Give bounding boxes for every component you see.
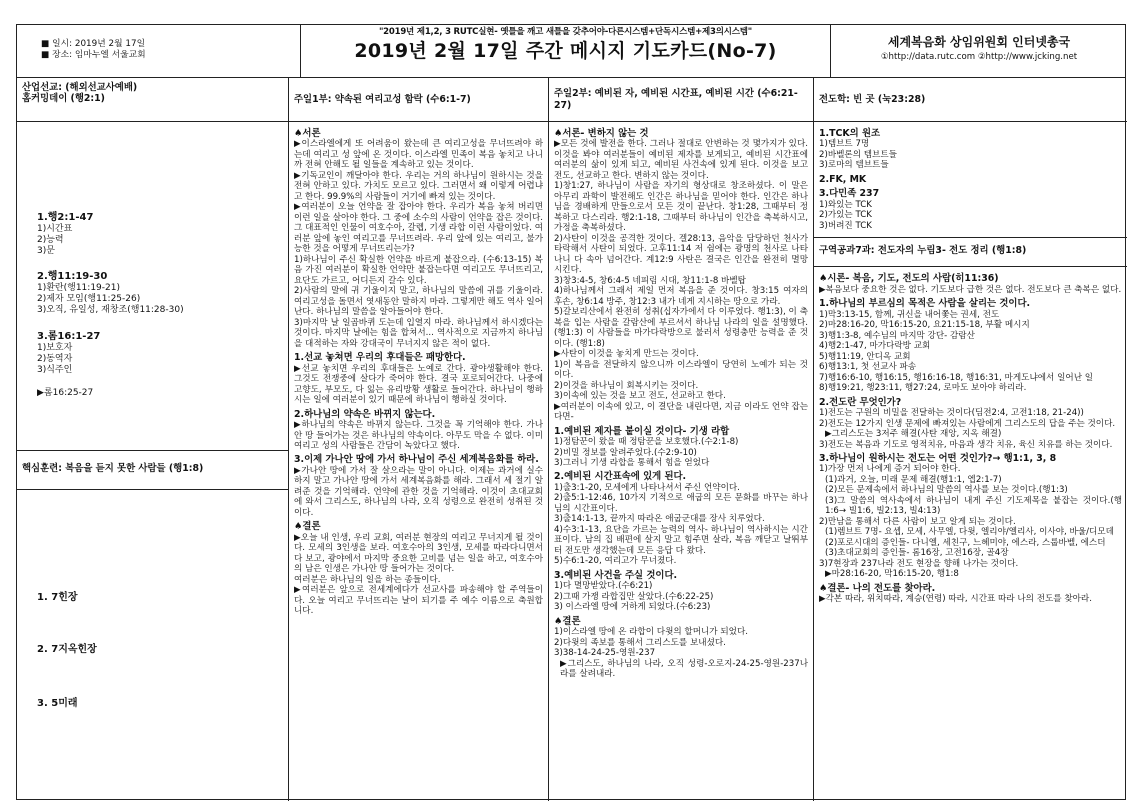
cell-lesson-title: 구역공과7과: 전도자의 누림3- 전도 정리 (행1:8) — [814, 237, 1127, 267]
paragraph: 2)마28:16-20, 막16:15-20, 요21:15-18, 부활 메시지 — [819, 320, 1030, 331]
paragraph: (3)그 말씀의 역사속에서 하나님이 내게 주신 기도제목을 붙잡는 것이다.(행1:6→ 빌1:6, 빌2:13, 빌4:13) — [825, 495, 1122, 517]
paragraph: (1)렘브트 7명- 요셉, 모세, 사무엘, 다윗, 엘리야/엘리사, 이사야, 바울/디모데 — [825, 527, 1114, 538]
intro-heading: ♠서론- 변하지 않는 것 — [554, 128, 649, 139]
prayer-card-page — [16, 24, 1126, 800]
paragraph: ▶선교 놓치면 우리의 후대들은 노예로 간다. 광야생활해야 한다. 그것도 전쟁중에 살다가 죽어야 한다. 결국 포로되어간다. 나중에 고향도, 부모도, 다 잃는 유리방황 생활로 들어간다. 하나님이 행하시는 일에 여러분이 있기 때문에 하나님이 행하실 것이다. — [294, 363, 543, 406]
paragraph: 7)행16:6-10, 행16:15, 행16:16-18, 행16:31, 마게도냐에서 일어난 일 — [819, 372, 1094, 383]
paragraph: 여러분은 하나님의 일을 하는 종들이다. — [294, 574, 441, 585]
outline-item: 2)제자 모임(행11:25-26) — [37, 294, 141, 305]
paragraph: 4)하나님께서 그래서 제일 먼저 복음을 준 것이다. 창3:15 여자의 후손, 창6:14 방주, 창12:3 내가 네게 지시하는 땅으로 가라. — [554, 286, 808, 307]
paragraph: 3)전도는 복음과 기도로 영적치유, 마음과 생각 치유, 육신 치유를 하는 것이다. — [819, 439, 1113, 450]
paragraph: 2)사람의 말에 귀 기울이지 말고, 하나님의 말씀에 귀를 기울이라. 여리고성을 돌면서 엿새동안 말하지 마라. 그렇게만 해도 역사 일어난다. 하나님의 말씀을 알아들어야 한다. — [294, 286, 543, 318]
point-1-heading: 1.예비된 제자를 붙이실 것이다- 기생 라합 — [554, 425, 730, 437]
cell-lesson-body — [814, 267, 1127, 604]
paragraph: 2)비밀 정보를 알려주었다.(수2:9-10) — [554, 447, 697, 458]
point-3-heading: 3.이제 가나안 땅에 가서 하나님이 주신 세계복음화를 하라. — [294, 454, 539, 466]
paragraph: 1)막3:13-15, 함께, 귀신을 내어쫓는 권세, 전도 — [819, 309, 1000, 320]
outline-item: 1)시간표 — [37, 224, 73, 235]
paragraph: 3)이속에 있는 것을 보고 전도, 선교하고 한다. — [554, 391, 726, 402]
sermon-2-body — [549, 122, 813, 680]
paragraph: ▶마28:16-20, 막16:15-20, 행1:8 — [825, 569, 959, 580]
mission-title: 산업선교: (해외선교사예배) 홈커밍데이 (행2:1) — [17, 78, 288, 122]
paragraph: 4)수3:1-13, 요단을 가르는 능력의 역사- 하나님이 역사하시는 시간표이다. 남의 집 배편에 살지 말고 힘주면 살라, 복음 깨닫고 날뛰부터 전도만 생각했는데 모든 응답 다 왔다. — [554, 524, 808, 556]
outline-item: 3)오직, 유일성, 재창조(행11:28-30) — [37, 305, 184, 316]
paragraph: 3)버려진 TCK — [819, 220, 872, 231]
point-3-heading: 3.예비된 사건을 주실 것이다. — [554, 569, 678, 581]
paragraph: ▶복음보다 중요한 것은 없다. 기도보다 급한 것은 없다. 전도보다 큰 축복은 없다. — [819, 284, 1122, 295]
paragraph: 3)그러니 기생 라합을 통해서 힘을 얻었다 — [554, 457, 710, 468]
evangelism-tck — [814, 122, 1127, 231]
page-title: 2019년 2월 17일 주간 메시지 기도카드(No-7) — [354, 40, 777, 63]
paragraph: 5)갈보리산에서 완전히 성취(십자가에서 다 이루었다. 행1:3), 이 축복을 입는 사람을 갈람산에 부르셔서 하나님 나라의 일을 설명했다. (행1:3) 이 사람들을 마가다락방으로 불러서 성령충만 능력을 준 것이다. (행1:8) — [554, 307, 808, 349]
field-list-item: 1. 7힌장 — [37, 592, 78, 603]
intro-heading: ♠시론- 복음, 기도, 전도의 사람(히11:36) — [819, 273, 999, 285]
paragraph: 3)창3:4-5, 창6:4-5 네피림 시대, 창11:1-8 바벨탑 — [554, 275, 746, 286]
fk-heading: 2.FK, MK — [819, 173, 867, 185]
outline-heading: 2.행11:19-30 — [37, 271, 108, 282]
paragraph: ▶모든 것에 발전을 한다. 그러나 절대로 안변하는 것 몇가지가 있다. 이것을 봐야 여러분들이 예비된 제자를 보게되고, 예비된 시간표에 여러분의 삶이 있게 되고, 예비된 사건속에 있게 된다. 이것을 보고 전도, 선교하고 한다. 변하지 않는 것이다. — [554, 139, 808, 181]
paragraph: 4)행2:1-47, 마가다락방 교회 — [819, 341, 931, 352]
outline-section — [17, 212, 288, 257]
field-list-item: 2. 7지옥힌장 — [37, 644, 97, 655]
paragraph: 1)이스라엘 땅에 온 라합이 다윗의 할머니가 되었다. — [554, 627, 748, 638]
paragraph: ▶사탄이 이것을 놓치게 만드는 것이다. — [554, 349, 699, 360]
intro-heading: ♠서론 — [294, 128, 321, 139]
paragraph: 5)수6:1-20, 여리고가 무너졌다. — [554, 556, 677, 567]
paragraph: 1)출3:1-20, 모세에게 나타나셔서 주신 언약이다. — [554, 482, 740, 493]
paragraph: ▶여러분이 오늘 언약을 잘 잡아야 한다. 우리가 복음 놓쳐 버리면 이런 일을 살아야 한다. 그 중에 소수의 사람이 언약을 잡은 것이다. 그 대표적인 인물이 여호수아, 갈렙, 기생 라합 이런 사람이었다. 여러분 앞에 놓인 여리고를 무너뜨려라. 우리 앞에 있는 여리고, 불가능한 것을 어떻게 무너뜨리는가? — [294, 202, 543, 255]
paragraph: 3)출14:1-13, 끝까지 따라온 애굽군대를 장사 치루었다. — [554, 514, 765, 525]
paragraph: ▶각본 따라, 위치따라, 계승(연령) 따라, 시간표 따라 나의 전도를 찾아라. — [819, 594, 1092, 605]
paragraph: (3)초대교회의 증인들- 롬16장, 고전16장, 골4장 — [825, 548, 1009, 559]
core-training-title: 핵심훈련: 복음을 듣지 못한 사람들 (행1:8) — [17, 450, 288, 490]
paragraph: 5)행11:19, 안디옥 교회 — [819, 351, 911, 362]
paragraph: 2)만남을 통해서 다른 사람이 보고 알게 되는 것이다. — [819, 516, 1016, 527]
paragraph: 1)가장 먼저 나에게 증거 되어야 한다. — [819, 464, 961, 475]
conclusion-heading: ♠결론 — [554, 615, 581, 627]
sermon-1-title: 주일1부: 약속된 여리고성 함락 (수6:1-7) — [289, 78, 548, 122]
paragraph: ▶기독교인이 깨달아야 한다. 우리는 거의 하나님이 원하시는 것을 전혀 안하고 있다. 가치도 모르고 있다. 그러면서 왜 이렇게 어렵냐고 한다. 99.9%의 사람들이 거기에 빠져 있는 것이다. — [294, 170, 543, 202]
outline-heading: 3.롬16:1-27 — [37, 331, 101, 342]
point-2-heading: 2.전도란 무엇인가? — [819, 396, 902, 408]
paragraph: ▶여러분이 이속에 있고, 이 결단을 내린다면, 지금 이라도 언약 잡는다면- — [554, 401, 808, 423]
point-1-heading: 1.하나님의 부르심의 목적은 사람을 살리는 것이다. — [819, 298, 1031, 310]
paragraph: 8)행19:21, 행23:11, 행27:24, 로마도 보아야 하리라. — [819, 383, 1027, 394]
paragraph: 2)가있는 TCK — [819, 210, 872, 221]
paragraph: 1)이 복음을 전달하지 않으니까 이스라엘이 당연히 노예가 되는 것이다. — [554, 359, 808, 381]
point-2-heading: 2.예비된 시간표속에 있게 된다. — [554, 471, 687, 483]
conclusion-heading: ♠결론 — [294, 521, 321, 533]
place-line: ■ 장소: 임마누엘 서울교회 — [41, 49, 146, 60]
paragraph: 1)와있는 TCK — [819, 199, 872, 210]
outline-item: 1)환란(행11:19-21) — [37, 283, 120, 294]
paragraph: 3)마지막 날 일곱바퀴 도는데 입열지 마라. 하나님께서 하시겠다는 것이다. 마지막 날에는 힘을 합쳐서... 역사적으로 지금까지 하나님을 대적하는 자와 강대국이 무너지지 않은 적이 없다. — [294, 317, 543, 349]
paragraph: (1)과거, 오늘, 미래 문제 해결(행1:1, 엡2:1-7) — [825, 474, 1002, 485]
point-3-heading: 3.하나님이 원하시는 전도는 어떤 것인가?→ 행1:1, 3, 8 — [819, 453, 1057, 465]
header — [17, 25, 1125, 78]
column-sermon-2 — [549, 78, 814, 801]
paragraph: (2)포로시대의 증인들- 다니엘, 세친구, 느헤미야, 에스라, 스룹바벨, 에스더 — [825, 537, 1106, 548]
paragraph: 1)템브트 7명 — [819, 139, 870, 150]
conclusion-heading: ♠결론- 나의 전도를 찾아라. — [819, 582, 936, 594]
paragraph: 3)로마의 템브트들 — [819, 160, 889, 171]
tck-heading: 1.TCK의 원조 — [819, 128, 881, 139]
paragraph: 1)다 멸망받았다.(수6:21) — [554, 581, 653, 592]
paragraph: 6)행13:1, 첫 선교사 파송 — [819, 362, 917, 373]
paragraph: ▶이스라엘에게 또 어려움이 왔는데 큰 여리고성을 무너뜨려야 하는데 여리고 성 앞에 온 것이다. 이스라엘 민족이 복음 놓치고 나니까 전혀 안해도 될 일들을 계속하고 있는 것이다. — [294, 139, 543, 171]
paragraph: 3) 이스라엘 땅에 거하게 되었다.(수6:23) — [554, 602, 711, 613]
column-mission — [17, 78, 289, 801]
org-name: 세계복음화 상임위원회 인터넷총국 — [887, 35, 1071, 49]
outline-item: 1)보호자 — [37, 343, 73, 354]
outline-ref: ▶롬16:25-27 — [37, 388, 94, 399]
column-evangelism — [814, 78, 1127, 801]
sermon-1-body — [289, 122, 548, 617]
outline-item: 3)식주인 — [37, 365, 73, 376]
outline-section — [17, 271, 288, 316]
paragraph: ▶하나님의 약속은 바뀌지 않는다. 그것을 꼭 기억해야 한다. 가나안 땅 들어가는 것은 하나님의 약속이다. 아무도 막을 수 없다. 이미 여리고 성의 사람들은 간담이 녹았다고 했다. — [294, 420, 543, 451]
paragraph: 1)하나님이 주신 확실한 언약을 바르게 붙잡으라. (수6:13-15) 복음 가진 여러분이 확실한 언약만 붙잡는다면 여리고도 무너뜨리고, 요단도 가르고, 어디든지 갈수 있다. — [294, 254, 543, 286]
outline-item: 3)문 — [37, 246, 55, 257]
evangelism-title: 전도학: 빈 곳 (눅23:28) — [814, 78, 1127, 122]
paragraph: 2)바벨론의 템브트들 — [819, 149, 897, 160]
paragraph: 2)전도는 12가지 인생 문제에 빠져있는 사람에게 그리스도의 답을 주는 것이다. — [819, 418, 1116, 429]
multiethnic-heading: 3.다민족 237 — [819, 188, 880, 200]
outline-section — [17, 331, 288, 399]
outline-heading: 1.행2:1-47 — [37, 212, 94, 223]
paragraph: (2)모든 문제속에서 하나님의 말씀의 역사를 보는 것이다.(행1:3) — [825, 485, 1068, 496]
paragraph: 2)이것을 하나님이 회복시키는 것이다. — [554, 380, 699, 391]
paragraph: ▶오늘 내 인생, 우리 교회, 여러분 현장의 여리고 무너지게 될 것이다. 모세의 3인생을 보라. 여호수아의 3인생, 모세를 따라다니면서 다 보고, 광야에서 마지막 중요한 고비를 넘는 일을 하고, 여호수아의 남은 인생은 가나안 땅 들어가는 것이다. — [294, 532, 543, 575]
paragraph: 2)그때 가쟁 라합집만 살았다.(수6:22-25) — [554, 591, 714, 602]
paragraph: 2)다윗의 족보를 통해서 그리스도를 보내셨다. — [554, 637, 726, 648]
field-list-item: 3. 5미래 — [37, 698, 78, 709]
paragraph: 2)출5:1-12:46, 10가지 기적으로 애굽의 모든 문화를 바꾸는 하나님의 시간표이다. — [554, 493, 808, 514]
subtitle: "2019년 제1,2, 3 RUTC실현- 옛틀을 깨고 새틀을 갖추어야-다른시스템+단독시스템+제3의시스템" — [378, 27, 753, 37]
paragraph: 1)정탐꾼이 왔을 때 정탐꾼을 보호했다.(수2:1-8) — [554, 437, 739, 448]
org-urls: ①http://data.rutc.com ②http://www.jcking.net — [880, 51, 1078, 62]
paragraph: ▶그리스도, 하나님의 나라, 오직 성령-오로지-24-25-영원-237나라를 살려내라. — [560, 658, 808, 680]
outline-item: 2)능력 — [37, 235, 64, 246]
paragraph: 3)7현장과 237나라 전도 현장을 향해 나가는 것이다. — [819, 558, 1019, 569]
paragraph: ▶여러분은 앞으로 전세계에다가 선교사를 파송해야 할 주역들이다. 오늘 여리고 무너뜨리는 날이 되기를 주 예수 이름으로 축원합니다. — [294, 585, 543, 617]
paragraph: 1)창1:27, 하나님이 사람을 자기의 형상대로 창조하셨다. 이 말은 아무리 과학이 발전해도 인간은 하나님을 믿어야 한다. 인간은 하나님을 경배하게 만들으로서 모든 것이 끝난다. 창1:28, 그때부터 정복하고 다스리라. 행2:1-18, 그때부터 하나님이 인간을 축복하시고, 가정을 축복하셨다. — [554, 181, 808, 234]
sermon-2-title: 주일2부: 예비된 자, 예비된 시간표, 예비된 시간 (수6:21-27) — [549, 78, 813, 122]
outline-item: 2)동역자 — [37, 354, 73, 365]
paragraph: 2)사탄이 이것을 공격한 것이다. 겔28:13, 음악을 담당하던 천사가 타락해서 사탄이 되었다. 고후11:14 저 쉼에는 광명의 천사로 나타나니 다 속아 넘어간다. 계12:9 사탄은 결국은 인간을 완전히 멸망시킨다. — [554, 233, 808, 276]
paragraph: 3)38-14-24-25-영원-237 — [554, 648, 656, 659]
paragraph: 1)전도는 구원의 비밀을 전달하는 것이다(딤전2:4, 고전1:18, 21-24)) — [819, 408, 1084, 419]
paragraph: ▶가나안 땅에 가서 잘 살으라는 말이 아니다. 이제는 과거에 실수하지 말고 가나안 땅에 가서 세계복음화를 해라. 그래서 세 절기 알려준 것을 기억해라. 언약에 관한 것을 기억해라. 이것이 초대교회에 와서 그리스도, 하나님의 나라, 오직 성령으로 완전히 성취된 것이다. — [294, 465, 543, 518]
point-2-heading: 2.하나님의 약속은 바뀌지 않는다. — [294, 408, 436, 420]
date-line: ■ 일시: 2019년 2월 17일 — [41, 39, 146, 49]
header-org — [831, 25, 1127, 78]
paragraph: 3)행1:3-8, 예수님의 마지막 강단- 감람산 — [819, 330, 975, 341]
column-sermon-1 — [289, 78, 549, 801]
header-info — [17, 25, 301, 78]
header-title-block — [301, 25, 831, 78]
point-1-heading: 1.선교 놓쳐면 우리의 후대들은 패망한다. — [294, 352, 466, 364]
paragraph: ▶그리스도는 3저주 해결(사탄 재앙, 지옥 해결) — [825, 429, 1002, 440]
